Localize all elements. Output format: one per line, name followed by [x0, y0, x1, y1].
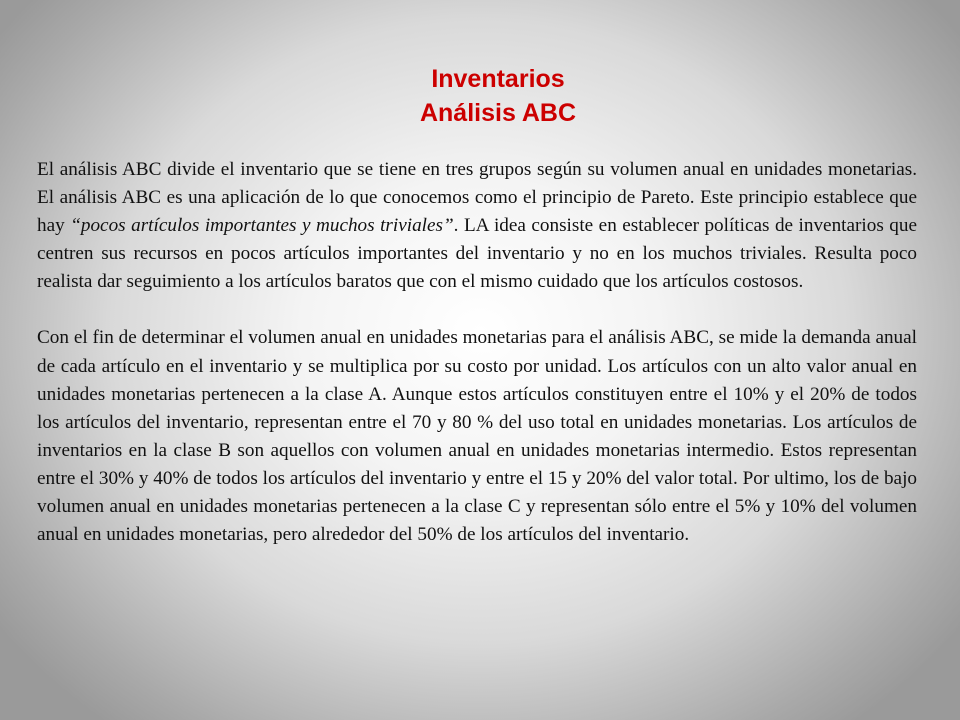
paragraph-spacer [37, 296, 917, 324]
title-line-1: Inventarios [431, 65, 565, 93]
slide-title [0, 62, 960, 130]
paragraph-1-text-b: . LA idea consiste en establecer políticas de inventarios que centren sus recursos en pocos artículos importantes del inventario y no en los muchos triviales. Resulta poco realista dar seguimiento a los artículos baratos que con el mismo cuidado que los artículos costosos. [37, 215, 917, 293]
paragraph-1-italic-quote: “pocos artículos importantes y muchos triviales” [70, 215, 454, 237]
paragraph-abc-classes: Con el fin de determinar el volumen anual en unidades monetarias para el análisis ABC, se mide la demanda anual de cada artículo en el inventario y se multiplica por su costo por unidad. Los artículos con un alto valor anual en unidades monetarias pertenecen a la clase A. Aunque estos artículos constituyen entre el 10% y el 20% de todos los artículos del inventario, representan entre el 70 y 80 % del uso total en unidades monetarias. Los artículos de inventarios en la clase B son aquellos con volumen anual en unidades monetarias intermedio. Estos representan entre el 30% y 40% de todos los artículos del inventario y entre el 15 y 20% del valor total. Por ultimo, los de bajo volumen anual en unidades monetarias pertenecen a la clase C y representan sólo entre el 5% y 10% del volumen anual en unidades monetarias, pero alrededor del 50% de los artículos del inventario. [37, 327, 917, 546]
title-line-2: Análisis ABC [419, 99, 577, 127]
slide-body [37, 156, 917, 549]
paragraph-pareto [37, 156, 917, 296]
paragraph-1-text-a: El análisis ABC divide el inventario que se tiene en tres grupos según su volumen anual en unidades monetarias. El análisis ABC es una aplicación de lo que conocemos como el principio de Pareto. Este principio establece que hay [37, 159, 917, 237]
